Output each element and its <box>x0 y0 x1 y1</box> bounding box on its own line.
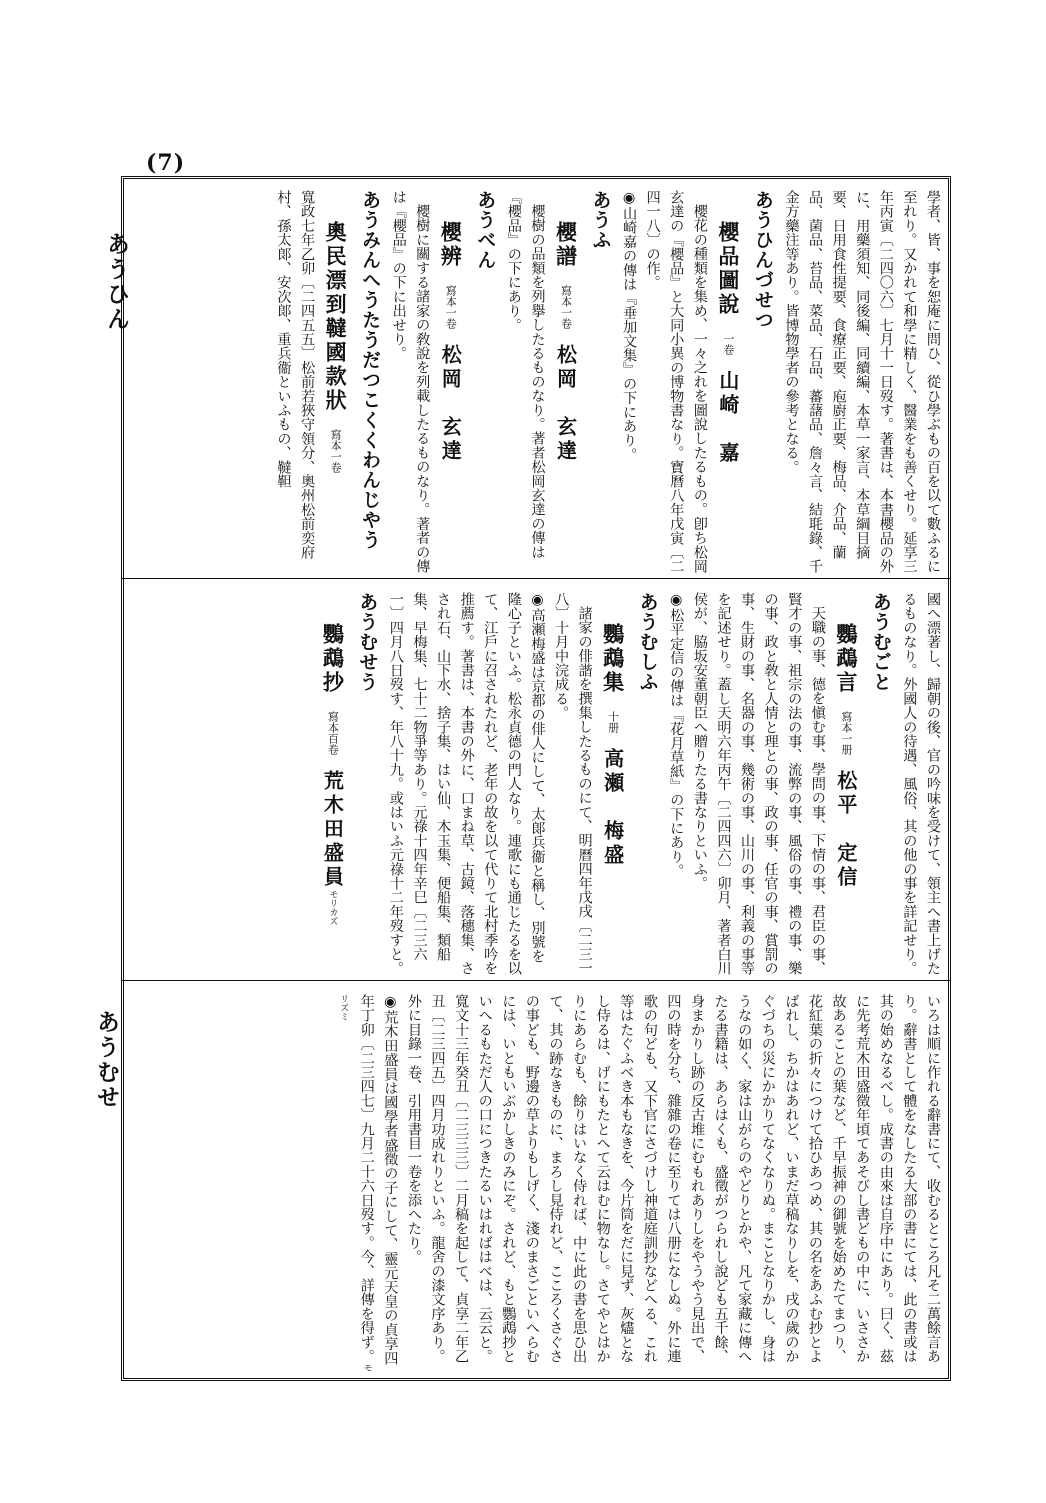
entry-heading: あうべん <box>474 190 497 270</box>
entry-note: ◉松平定信の傳は『花月草紙』の下にあり。 <box>668 592 685 878</box>
entry-volume: 寫本一卷 <box>559 284 573 329</box>
entry-title: 鸚鵡集 <box>600 623 626 696</box>
entry-volume: 寫本一册 <box>839 710 853 755</box>
entry-heading: あうむしふ <box>636 592 659 692</box>
entry-heading: あうむごと <box>869 592 892 692</box>
middle-continued-text: 國へ漂著し、歸朝の後、官の吟味を受けて、領主へ書上げたるものなり。外國人の待遇、風俗、其の他の事を詳記せり。 <box>901 592 941 976</box>
entry-heading: あうみんへうたうだつこくくわんじやう <box>359 190 382 550</box>
entry-author: 高瀬 梅盛 <box>600 748 625 869</box>
band-divider-upper <box>121 578 951 579</box>
entry-body: 寬政七年乙卯〔二四五五〕松前若狹守領分、奧州松前奕府村、孫太郞、安次郞、重兵衞といふもの、韃靼 <box>275 190 316 560</box>
entry-volume: 一卷 <box>721 332 735 355</box>
entry-body: 櫻樹の品類を列擧したるものなり。著者松岡玄達の傳は『櫻品』の下にあり。 <box>505 190 546 560</box>
entry-heading: あうふ <box>589 190 612 250</box>
entry-title-line <box>829 592 863 976</box>
entry-author: 松岡 玄達 <box>438 344 463 465</box>
entry-author: 松平 定信 <box>833 770 858 891</box>
entry-title-line <box>596 592 630 976</box>
entry-title: 櫻辨 <box>438 221 464 270</box>
entry-note: ◉山崎嘉の傳は『垂加文集』の下にあり。 <box>621 190 638 462</box>
entry-body: 天職の事、德を愼む事、學問の事、下情の事、君臣の事、賢才の事、祖宗の法の事、流弊の事、風俗の事、禮の事、樂の事、政と敎と人情と理との事、政の事、任官の事、賞罰の事、生財の事、名器の事、幾術の事、山川の事、利義の事等を記述せり。蓋し天明六年丙午〔二四四六〕卯月、著者白川侯が、脇坂安董朝臣へ贈りたる書なりといふ。 <box>691 592 826 976</box>
entry-body: 櫻樹に關する諸家の敎說を列載したるものなり。著者の傳は『櫻品』の下に出せり。 <box>390 190 431 574</box>
entry-title-line <box>711 190 745 574</box>
entry-title: 櫻譜 <box>553 221 579 270</box>
entry-title-line <box>318 190 352 574</box>
top-continued-text: 學者、皆、事を恕庵に問ひ、從ひ學ぶもの百を以て數ふるに至れり。又かれて和學に精しく、醫業をも善くせり。延享三年丙寅〔二四〇六〕七月十一日歿す。著書は、本書櫻品の外に、用藥須知、同後編、同續編、本草一家言、本草綱目摘要、日用食性提要、食療正要、庖廚正要、梅品、介品、蘭品、菌品、苔品、菜品、石品、蕃藷品、詹々言、結毦錄、千金方藥注等あり。皆博物學者の參考となる。 <box>783 190 941 574</box>
running-head-lower: あうむせ <box>93 1010 119 1110</box>
entry-title: 鸚鵡抄 <box>320 623 346 696</box>
note-ruby: モリズミ <box>338 994 372 1373</box>
entry-heading: あうむせう <box>356 592 379 692</box>
entry-note: ◉高瀬梅盛は京都の俳人にして、太郞兵衞と稱し、別號を隆心子といふ。松永貞德の門人なり。連歌にも通じたるを以て、江戶に召されたれど、老年の故を以て代りて北村季吟を推薦す。著書は、本書の外に、口まね草、古鏡、落穗集、さされ石、山下水、捨子集、はい仙、木玉集、便船集、類船集、早梅集、七十二物爭等あり。元祿十四年辛巳〔二三六一〕四月八日歿す、年八十九。或はいふ元祿十二年歿すと。 <box>387 592 546 976</box>
entry-body: 櫻花の種類を集め、一々之れを圖說したるもの。卽ち松岡玄達の『櫻品』と大同小異の博物書なり。寶曆八年戊寅〔二四一八〕の作。 <box>644 190 708 574</box>
entry-author: 松岡 玄達 <box>553 344 578 465</box>
entry-title: 鸚鵡言 <box>833 623 859 696</box>
top-band <box>132 182 944 574</box>
entry-note: ◉荒木田盛員は國學者盛徵の子にして、靈元天皇の貞享四年丁卯〔二三四七〕九月二十六日歿す。今、詳傳を得ず。モリズミ <box>338 994 399 1373</box>
entry-volume: 十册 <box>606 710 620 733</box>
band-divider-lower <box>121 980 951 981</box>
entry-author: 荒木田盛員 <box>320 770 345 891</box>
bottom-continued-text: いろは順に作れる辭書にて、收むるところ凡そ二萬餘言あり。辭書として體をなしたる大部の書にては、此の書或は其の始めなるべし。成書の由來は自序中にあり。曰く、茲に先考荒木田盛徵年頃てあそびし書どもの中に、いささか故あることの葉など、千早振神の御號を始めたてまつり、花紅葉の折々につけて拾ひあつめ、其の名をあふむ抄とよばれし、ちかはあれど、いまだ草稿なりしを、戌の歲のかぐづちの災にかかりてなくなりぬ。まことなりかし、身はうなの如く、家は山がらのやどりとかや、凡て家藏に傳へたる書籍は、あらはくも、盛徵がつられし說ども五千餘、身まかりし跡の反古堆にむもれありしをやうやう見出で、四の時を分ち、雜雜の卷に至りては八册になしぬ。外に連歌の句ども、又下官にさづけし神道庭訓抄などへる、これ等はたぐふべき本もなきを、今片筒をだに見ず、灰燼となし侍るは、げにもたとへて云はむに物なし。さてやとはかりにあらむも、餘りはいなく侍れば、中に此の書を思ひ出て、其の跡なきものに、まろし見侍れど、こころくさぐさの事ども、野邊の草よりもしげく、淺のまさごといへらむには、いともいぶかしきのみにぞ。されど、もと鸚鵡抄といへるもただ人の口につきたるいはればはべは、云云と。寬文十三年癸丑〔二三三三〕二月稿を起して、貞享二年乙丑〔二三四五〕四月功成れりといふ。龍舍の漆文序あり。外に目錄一卷、引用書目一卷を添へたり。 <box>405 994 941 1364</box>
entry-heading: あうひんづせつ <box>751 190 774 330</box>
entry-title: 奧民漂到韃國款狀 <box>323 221 349 414</box>
entry-volume: 寫本一卷 <box>444 284 458 329</box>
bottom-band <box>132 986 944 1376</box>
entry-title-line <box>433 190 467 574</box>
page-number: (7) <box>146 150 186 176</box>
entry-volume: 寫本百卷 <box>326 710 340 755</box>
author-ruby: モリカズ <box>327 890 338 927</box>
running-head-upper: あうひん <box>103 232 129 332</box>
entry-volume: 寫本一卷 <box>329 428 343 473</box>
entry-title-line <box>315 592 349 976</box>
entry-body: 諸家の俳諧を撰集したるものにて、明曆四年戊戌〔二三一八〕十月中浣成る。 <box>553 592 593 976</box>
entry-author: 山崎 嘉 <box>715 370 740 467</box>
middle-band <box>132 584 944 976</box>
entry-title-line <box>548 190 582 574</box>
entry-title: 櫻品圖說 <box>715 221 741 318</box>
